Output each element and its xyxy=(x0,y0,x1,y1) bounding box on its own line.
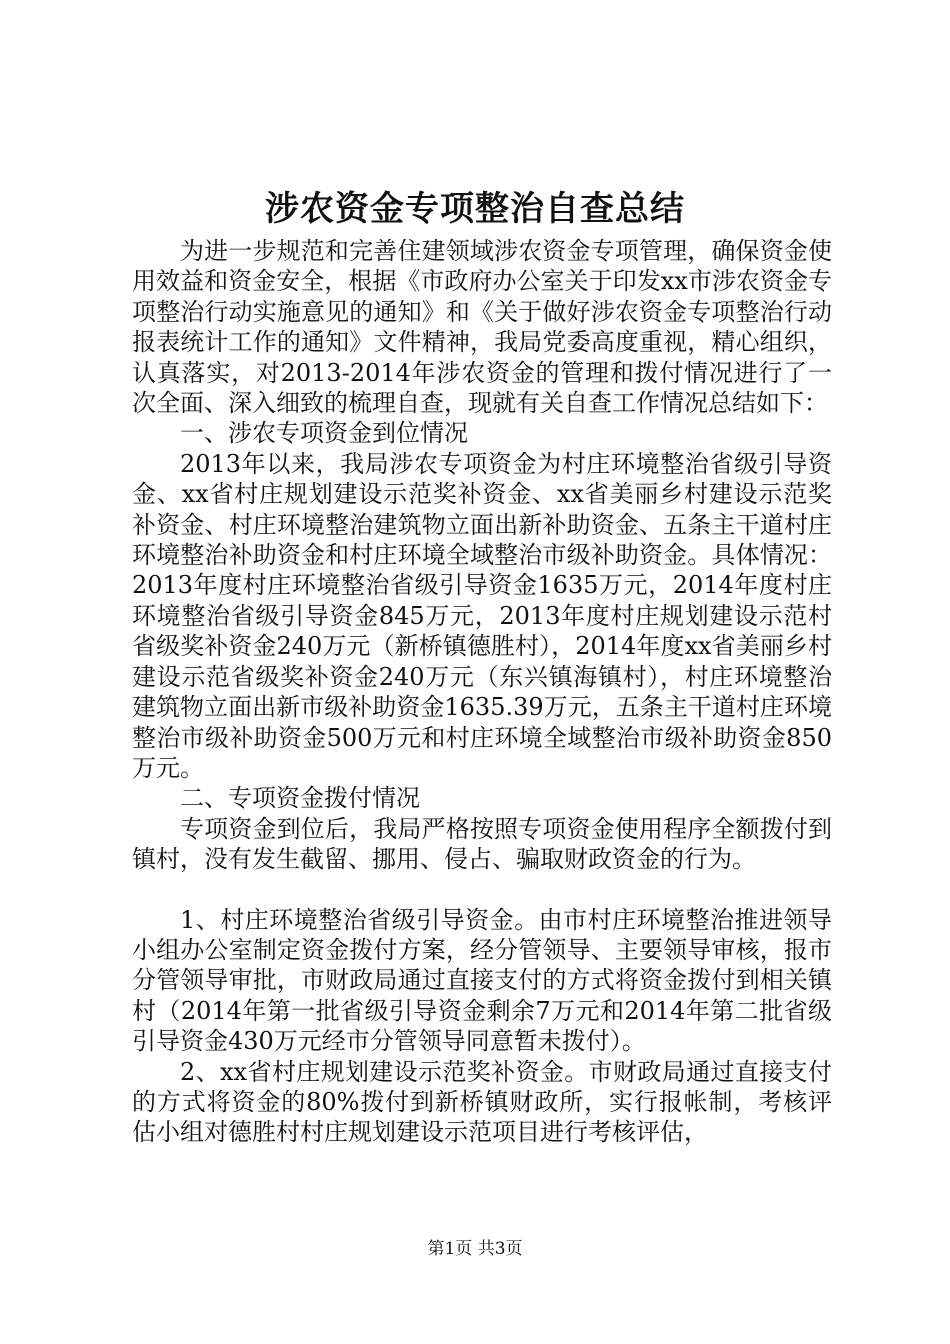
page-title: 涉农资金专项整治自查总结 xyxy=(265,189,685,229)
section-1-paragraph: 2013年以来，我局涉农专项资金为村庄环境整治省级引导资金、xx省村庄规划建设示范奖补资金、xx省美丽乡村建设示范奖补资金、村庄环境整治建筑物立面出新补助资金、五条主干道村庄环境整治补助资金和村庄环境全域整治市级补助资金。具体情况：2013年度村庄环境整治省级引导资金1635万元，2014年度村庄环境整治省级引导资金845万元，2013年度村庄规划建设示范村省级奖补资金240万元（新桥镇德胜村），2014年度xx省美丽乡村建设示范省级奖补资金240万元（东兴镇海镇村），村庄环境整治建筑物立面出新市级补助资金1635.39万元，五条主干道村庄环境整治市级补助资金500万元和村庄环境全域整治市级补助资金850万元。 xyxy=(132,449,832,782)
item-1-paragraph: 1、村庄环境整治省级引导资金。由市村庄环境整治推进领导小组办公室制定资金拨付方案，经分管领导、主要领导审核，报市分管领导审批，市财政局通过直接支付的方式将资金拨付到相关镇村（2014年第一批省级引导资金剩余7万元和2014年第二批省级引导资金430万元经市分管领导同意暂未拨付）。 xyxy=(132,905,832,1056)
item-2-paragraph: 2、xx省村庄规划建设示范奖补资金。市财政局通过直接支付的方式将资金的80%拨付到新桥镇财政所，实行报帐制，考核评估小组对德胜村村庄规划建设示范项目进行考核评估， xyxy=(132,1057,832,1147)
document-body xyxy=(132,236,832,1148)
section-2-paragraph: 专项资金到位后，我局严格按照专项资金使用程序全额拨付到镇村，没有发生截留、挪用、侵占、骗取财政资金的行为。 xyxy=(132,814,832,874)
section-2-heading: 二、专项资金拨付情况 xyxy=(180,784,420,813)
page-footer: 第1页 共3页 xyxy=(427,1239,523,1259)
intro-paragraph: 为进一步规范和完善住建领域涉农资金专项管理，确保资金使用效益和资金安全，根据《市政府办公室关于印发xx市涉农资金专项整治行动实施意见的通知》和《关于做好涉农资金专项整治行动报表统计工作的通知》文件精神，我局党委高度重视，精心组织，认真落实，对2013-2014年涉农资金的管理和拨付情况进行了一次全面、深入细致的梳理自查，现就有关自查工作情况总结如下： xyxy=(132,237,832,418)
section-1-heading: 一、涉农专项资金到位情况 xyxy=(180,419,468,448)
